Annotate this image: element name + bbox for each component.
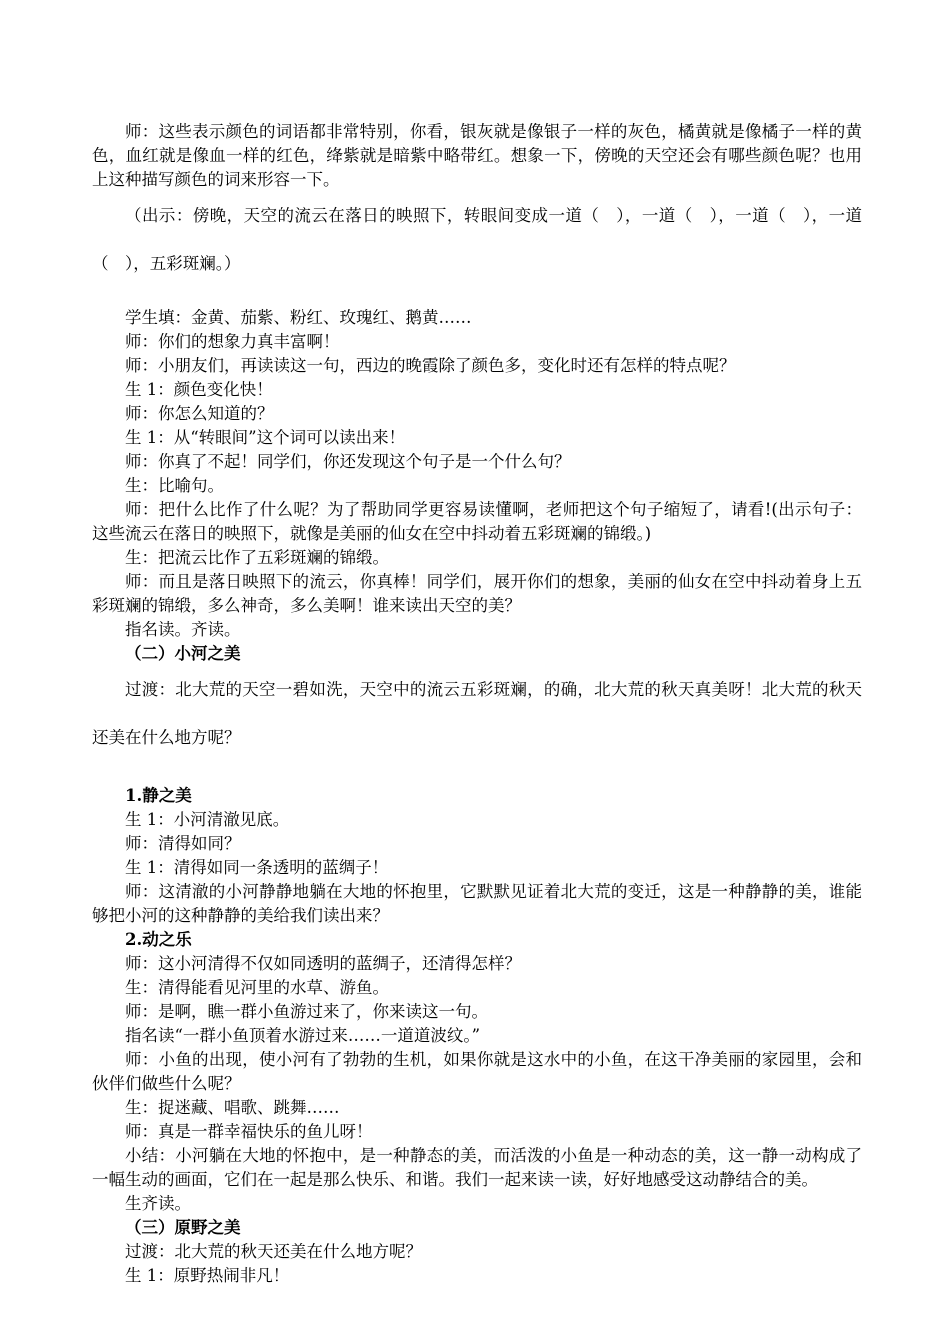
section-heading: （二）小河之美 bbox=[125, 644, 241, 663]
paragraph: 生 1：原野热闹非凡！ bbox=[125, 1266, 290, 1285]
document-page bbox=[92, 120, 862, 1288]
paragraph: 师：小鱼的出现，使小河有了勃勃的生机，如果你就是这水中的小鱼，在这干净美丽的家园里，会和伙伴们做些什么呢？ bbox=[92, 1050, 862, 1093]
paragraph: 指名读。齐读。 bbox=[125, 620, 241, 639]
paragraph: 生 1：颜色变化快！ bbox=[125, 380, 273, 399]
paragraph: 指名读“一群小鱼顶着水游过来……一道道波纹。” bbox=[125, 1026, 481, 1045]
paragraph: 生 1：小河清澈见底。 bbox=[125, 810, 290, 829]
paragraph: 师：你怎么知道的？ bbox=[125, 404, 274, 423]
paragraph: 生：捉迷藏、唱歌、跳舞…… bbox=[125, 1098, 340, 1117]
paragraph: 师：是啊，瞧一群小鱼游过来了，你来读这一句。 bbox=[125, 1002, 488, 1021]
paragraph: 生：清得能看见河里的水草、游鱼。 bbox=[125, 978, 389, 997]
paragraph: 生 1：清得如同一条透明的蓝绸子！ bbox=[125, 858, 389, 877]
paragraph: 过渡：北大荒的秋天还美在什么地方呢？ bbox=[125, 1242, 422, 1261]
paragraph: 学生填：金黄、茄紫、粉红、玫瑰红、鹅黄…… bbox=[125, 308, 472, 327]
paragraph: 师：真是一群幸福快乐的鱼儿呀！ bbox=[125, 1122, 373, 1141]
paragraph: 生：把流云比作了五彩斑斓的锦缎。 bbox=[125, 548, 389, 567]
sub-heading: 2.动之乐 bbox=[125, 930, 192, 949]
paragraph: 师：把什么比作了什么呢？为了帮助同学更容易读懂啊，老师把这个句子缩短了，请看!(出示句子：这些流云在落日的映照下，就像是美丽的仙女在空中抖动着五彩斑斓的锦缎。) bbox=[92, 500, 862, 543]
paragraph: 师：而且是落日映照下的流云，你真棒！同学们，展开你们的想象，美丽的仙女在空中抖动着身上五彩斑斓的锦缎，多么神奇，多么美啊！谁来读出天空的美？ bbox=[92, 572, 862, 615]
paragraph: 小结：小河躺在大地的怀抱中，是一种静态的美，而活泼的小鱼是一种动态的美，这一静一动构成了一幅生动的画面，它们在一起是那么快乐、和谐。我们一起来读一读，好好地感受这动静结合的美。 bbox=[92, 1146, 862, 1189]
paragraph: 师：你们的想象力真丰富啊！ bbox=[125, 332, 340, 351]
paragraph: 师：这些表示颜色的词语都非常特别，你看，银灰就是像银子一样的灰色，橘黄就是像橘子一样的黄色，血红就是像血一样的红色，绛紫就是暗紫中略带红。想象一下，傍晚的天空还会有哪些颜色呢？也用上这种描写颜色的词来形容一下。 bbox=[92, 122, 862, 189]
paragraph: 师：清得如同？ bbox=[125, 834, 241, 853]
paragraph: （出示：傍晚，天空的流云在落日的映照下，转眼间变成一道（ ），一道（ ），一道（ ），一道（ ），五彩斑斓。） bbox=[92, 206, 862, 273]
paragraph: 生：比喻句。 bbox=[125, 476, 224, 495]
paragraph: 师：这清澈的小河静静地躺在大地的怀抱里，它默默见证着北大荒的变迁，这是一种静静的美，谁能够把小河的这种静静的美给我们读出来？ bbox=[92, 882, 862, 925]
paragraph: 师：小朋友们，再读读这一句，西边的晚霞除了颜色多，变化时还有怎样的特点呢？ bbox=[125, 356, 736, 375]
paragraph: 生 1：从“转眼间”这个词可以读出来！ bbox=[125, 428, 406, 447]
section-heading: （三）原野之美 bbox=[125, 1218, 241, 1237]
paragraph: 生齐读。 bbox=[125, 1194, 191, 1213]
sub-heading: 1.静之美 bbox=[125, 786, 192, 805]
paragraph: 师：这小河清得不仅如同透明的蓝绸子，还清得怎样？ bbox=[125, 954, 521, 973]
paragraph: 过渡：北大荒的天空一碧如洗，天空中的流云五彩斑斓，的确，北大荒的秋天真美呀！北大荒的秋天还美在什么地方呢？ bbox=[92, 680, 862, 747]
paragraph: 师：你真了不起！同学们，你还发现这个句子是一个什么句？ bbox=[125, 452, 571, 471]
